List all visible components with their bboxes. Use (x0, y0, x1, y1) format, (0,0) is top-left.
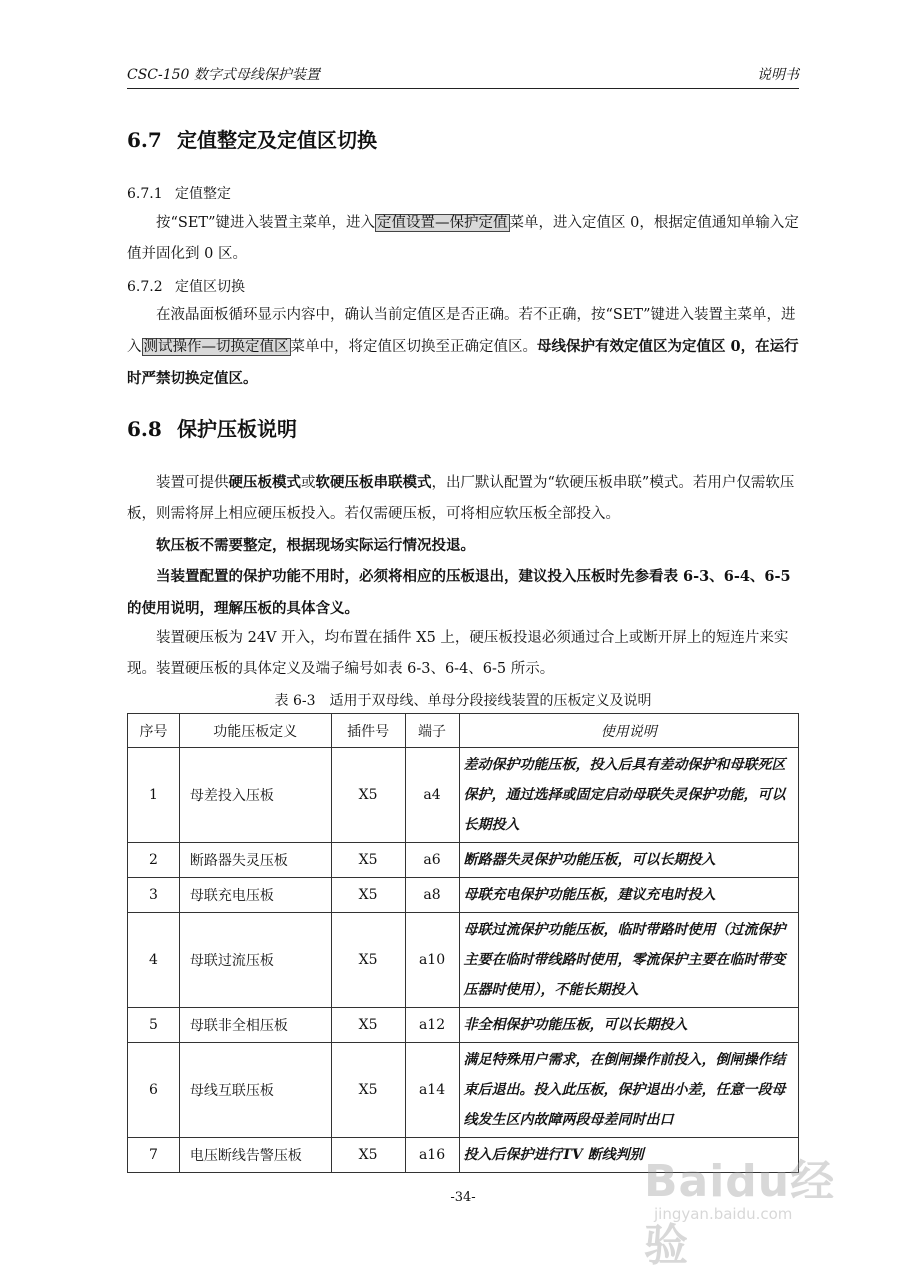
header-func: 功能压板定义 (179, 714, 331, 748)
paragraph-disable-plate (127, 561, 799, 625)
bold-paragraph: 当装置配置的保护功能不用时，必须将相应的压板退出，建议投入压板时先参看表 6-3、6-4、6-5 的使用说明，理解压板的具体含义。 (127, 568, 791, 617)
cell-func: 断路器失灵压板 (179, 843, 331, 878)
cell-plug: X5 (331, 878, 405, 913)
cell-terminal: a14 (405, 1043, 459, 1138)
cell-terminal: a8 (405, 878, 459, 913)
cell-plug: X5 (331, 1043, 405, 1138)
cell-func: 母联过流压板 (179, 913, 331, 1008)
cell-desc: 满足特殊用户需求，在倒闸操作前投入，倒闸操作结束后退出。投入此压板，保护退出小差，任意一段母线发生区内故障两段母差同时出口 (459, 1043, 799, 1138)
section-6-7-heading (127, 124, 377, 153)
section-title: 保护压板说明 (177, 417, 297, 441)
cell-terminal: a10 (405, 913, 459, 1008)
page-number: -34- (450, 1190, 476, 1205)
header-desc: 使用说明 (459, 714, 799, 748)
text: 按“SET”键进入装置主菜单，进入 (156, 215, 376, 231)
table-row (128, 1043, 799, 1138)
menu-path-box: 测试操作—切换定值区 (143, 339, 289, 355)
subsection-number: 6.7.1 (127, 186, 163, 202)
section-6-8-heading (127, 413, 297, 442)
text: 在液晶面板循环显示内容中，确认当前定值区是否正确。若不正确，按“SET”键进入装置主菜单，进入 (127, 307, 796, 355)
subsection-number: 6.7.2 (127, 279, 163, 295)
text: 装置硬压板为 24V 开入，均布置在插件 X5 上，硬压板投退必须通过合上或断开屏上的短连片来实现。装置硬压板的具体定义及端子编号如表 6-3、6-4、6-5 所示。 (127, 630, 789, 677)
cell-terminal: a6 (405, 843, 459, 878)
watermark-url: jingyan.baidu.com (654, 1205, 793, 1223)
paragraph-hard-plate (127, 623, 799, 685)
table-row (128, 1008, 799, 1043)
cell-desc: 断路器失灵保护功能压板，可以长期投入 (459, 843, 799, 878)
menu-path-box: 定值设置—保护定值 (377, 215, 508, 231)
header-plug: 插件号 (331, 714, 405, 748)
cell-desc: 投入后保护进行TV 断线判别 (459, 1138, 799, 1173)
cell-plug: X5 (331, 843, 405, 878)
cell-plug: X5 (331, 1138, 405, 1173)
paragraph-soft-plate (127, 530, 799, 562)
table-header-row (128, 714, 799, 748)
bold-paragraph: 软压板不需要整定，根据现场实际运行情况投退。 (156, 537, 475, 554)
baidu-watermark (600, 1135, 850, 1271)
cell-desc: 非全相保护功能压板，可以长期投入 (459, 1008, 799, 1043)
paragraph-setting (127, 208, 799, 270)
cell-func: 母线互联压板 (179, 1043, 331, 1138)
cell-no: 7 (128, 1138, 180, 1173)
section-title: 定值整定及定值区切换 (177, 128, 377, 152)
bold-term: 软硬压板串联模式 (315, 474, 432, 491)
cell-plug: X5 (331, 1008, 405, 1043)
table-row (128, 913, 799, 1008)
plate-definition-table (127, 713, 799, 1173)
subsection-title: 定值整定 (175, 186, 231, 202)
cell-no: 2 (128, 843, 180, 878)
cell-func: 电压断线告警压板 (179, 1138, 331, 1173)
table-row (128, 878, 799, 913)
subsection-6-7-1-heading (127, 183, 231, 203)
doc-title: CSC-150 数字式母线保护装置 (127, 67, 320, 83)
text: 菜单，进入定值区 0，根据定值通知单输入定值并固化到 0 区。 (127, 215, 799, 262)
cell-terminal: a16 (405, 1138, 459, 1173)
cell-func: 母联非全相压板 (179, 1008, 331, 1043)
cell-desc: 母联过流保护功能压板，临时带路时使用（过流保护主要在临时带线路时使用，零流保护主要在临时带变压器时使用），不能长期投入 (459, 913, 799, 1008)
cell-plug: X5 (331, 748, 405, 843)
paragraph-zone-switch (127, 300, 799, 395)
table-row (128, 843, 799, 878)
cell-terminal: a12 (405, 1008, 459, 1043)
cell-no: 4 (128, 913, 180, 1008)
cell-plug: X5 (331, 913, 405, 1008)
bold-warning: 母线保护有效定值区为定值区 0，在运行时严禁切换定值区。 (127, 338, 799, 387)
cell-no: 1 (128, 748, 180, 843)
cell-terminal: a4 (405, 748, 459, 843)
cell-no: 3 (128, 878, 180, 913)
section-number: 6.7 (127, 128, 162, 152)
baidu-logo: Baidu经验 (644, 1156, 836, 1271)
subsection-6-7-2-heading (127, 276, 245, 296)
doc-type: 说明书 (757, 67, 799, 83)
text: 菜单中，将定值区切换至正确定值区。 (290, 339, 537, 355)
cell-no: 6 (128, 1043, 180, 1138)
cell-desc: 母联充电保护功能压板，建议充电时投入 (459, 878, 799, 913)
header-no: 序号 (128, 714, 180, 748)
bold-term: 硬压板模式 (228, 474, 301, 491)
table-caption: 表 6-3 适用于双母线、单母分段接线装置的压板定义及说明 (274, 693, 652, 709)
text: 装置可提供 (156, 475, 229, 491)
paragraph-modes (127, 467, 799, 530)
cell-func: 母联充电压板 (179, 878, 331, 913)
text: ，出厂默认配置为“软硬压板串联”模式。若用户仅需软压板，则需将屏上相应硬压板投入。若仅需硬压板，可将相应软压板全部投入。 (127, 475, 795, 522)
cell-desc: 差动保护功能压板，投入后具有差动保护和母联死区保护，通过选择或固定启动母联失灵保护功能，可以长期投入 (459, 748, 799, 843)
section-number: 6.8 (127, 417, 162, 441)
cell-func: 母差投入压板 (179, 748, 331, 843)
cell-no: 5 (128, 1008, 180, 1043)
page-header (127, 58, 799, 89)
subsection-title: 定值区切换 (175, 279, 245, 295)
table-row (128, 748, 799, 843)
header-terminal: 端子 (405, 714, 459, 748)
text: 或 (301, 475, 316, 491)
